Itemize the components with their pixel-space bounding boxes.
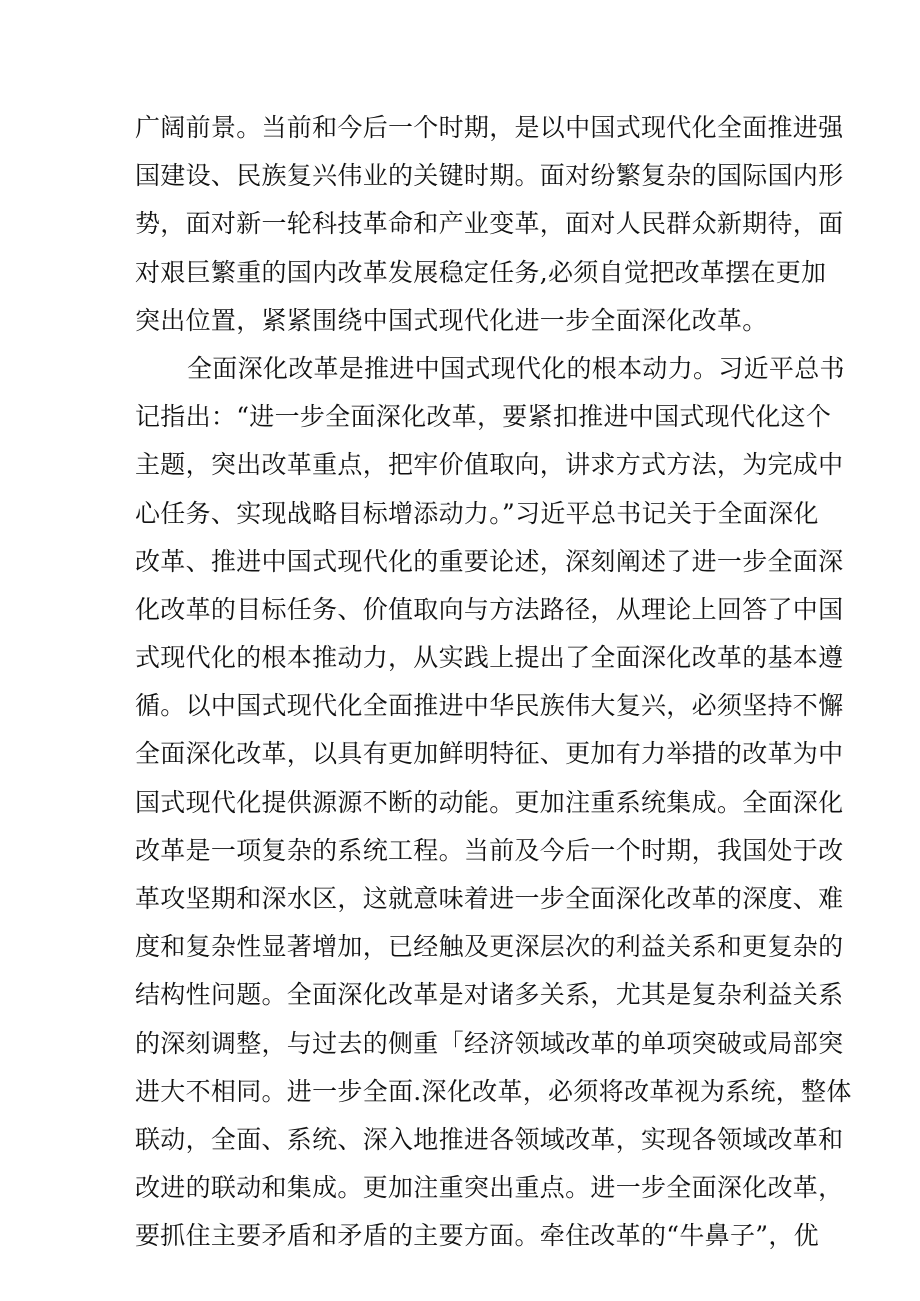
text-line: 广阔前景。当前和今后一个时期，是以中国式现代化全面推进强: [135, 113, 844, 142]
paragraph: [135, 345, 852, 1261]
text-line: 革攻坚期和深水区，这就意味着进一步全面深化改革的深度、难: [135, 884, 844, 913]
text-line: 主题，突出改革重点，把牢价值取向，讲求方式方法，为完成中: [135, 450, 844, 480]
paragraph: [135, 104, 844, 345]
text-line: 改革是一项复杂的系统工程。当前及今后一个时期，我国处于改: [135, 835, 844, 865]
text-line: 改进的联动和集成。更加注重突出重点。进一步全面深化改革，: [135, 1173, 844, 1203]
document-body: [135, 104, 852, 1261]
text-line: 式现代化的根本推动力，从实践上提出了全面深化改革的基本遵: [135, 643, 844, 673]
text-line: 联动，全面、系统、深入地推进各领域改革，实现各领域改革和: [135, 1124, 844, 1154]
text-line: 进大不相同。进一步全面.深化改革，必须将改革视为系统，整体: [135, 1076, 852, 1106]
text-line: 心任务、实现战略目标增添动力。”习近平总书记关于全面深化: [135, 498, 819, 528]
text-line: 全面深化改革是推进中国式现代化的根本动力。习近平总书: [187, 353, 845, 383]
text-line: 记指出：“进一步全面深化改革，要紧扣推进中国式现代化这个: [135, 402, 832, 432]
text-line: 突出位置，紧紧围绕中国式现代化进一步全面深化改革。: [135, 305, 768, 335]
text-line: 势，面对新一轮科技革命和产业变革，面对人民群众新期待，面: [135, 209, 844, 239]
text-line: 改革、推进中国式现代化的重要论述，深刻阐述了进一步全面深: [135, 546, 844, 576]
text-line: 国式现代化提供源源不断的动能。更加注重系统集成。全面深化: [135, 787, 844, 817]
text-line: 全面深化改革，以具有更加鲜明特征、更加有力举措的改革为中: [135, 739, 844, 769]
text-line: 化改革的目标任务、价值取向与方法路径，从理论上回答了中国: [135, 594, 844, 624]
text-line: 要抓住主要矛盾和矛盾的主要方面。牵住改革的“牛鼻子”，优: [135, 1221, 819, 1251]
text-line: 的深刻调整，与过去的侧重「经济领域改革的单项突破或局部突: [135, 1028, 844, 1058]
text-line: 度和复杂性显著增加，已经触及更深层次的利益关系和更复杂的: [135, 932, 844, 962]
text-line: 结构性问题。全面深化改革是对诸多关系，尤其是复杂利益关系: [135, 980, 844, 1010]
text-line: 循。以中国式现代化全面推进中华民族伟大复兴，必须坚持不懈: [135, 691, 844, 721]
text-line: 国建设、民族复兴伟业的关键时期。面对纷繁复杂的国际国内形: [135, 161, 844, 191]
text-line: 对艰巨繁重的国内改革发展稳定任务,必须自觉把改革摆在更加: [135, 257, 827, 287]
